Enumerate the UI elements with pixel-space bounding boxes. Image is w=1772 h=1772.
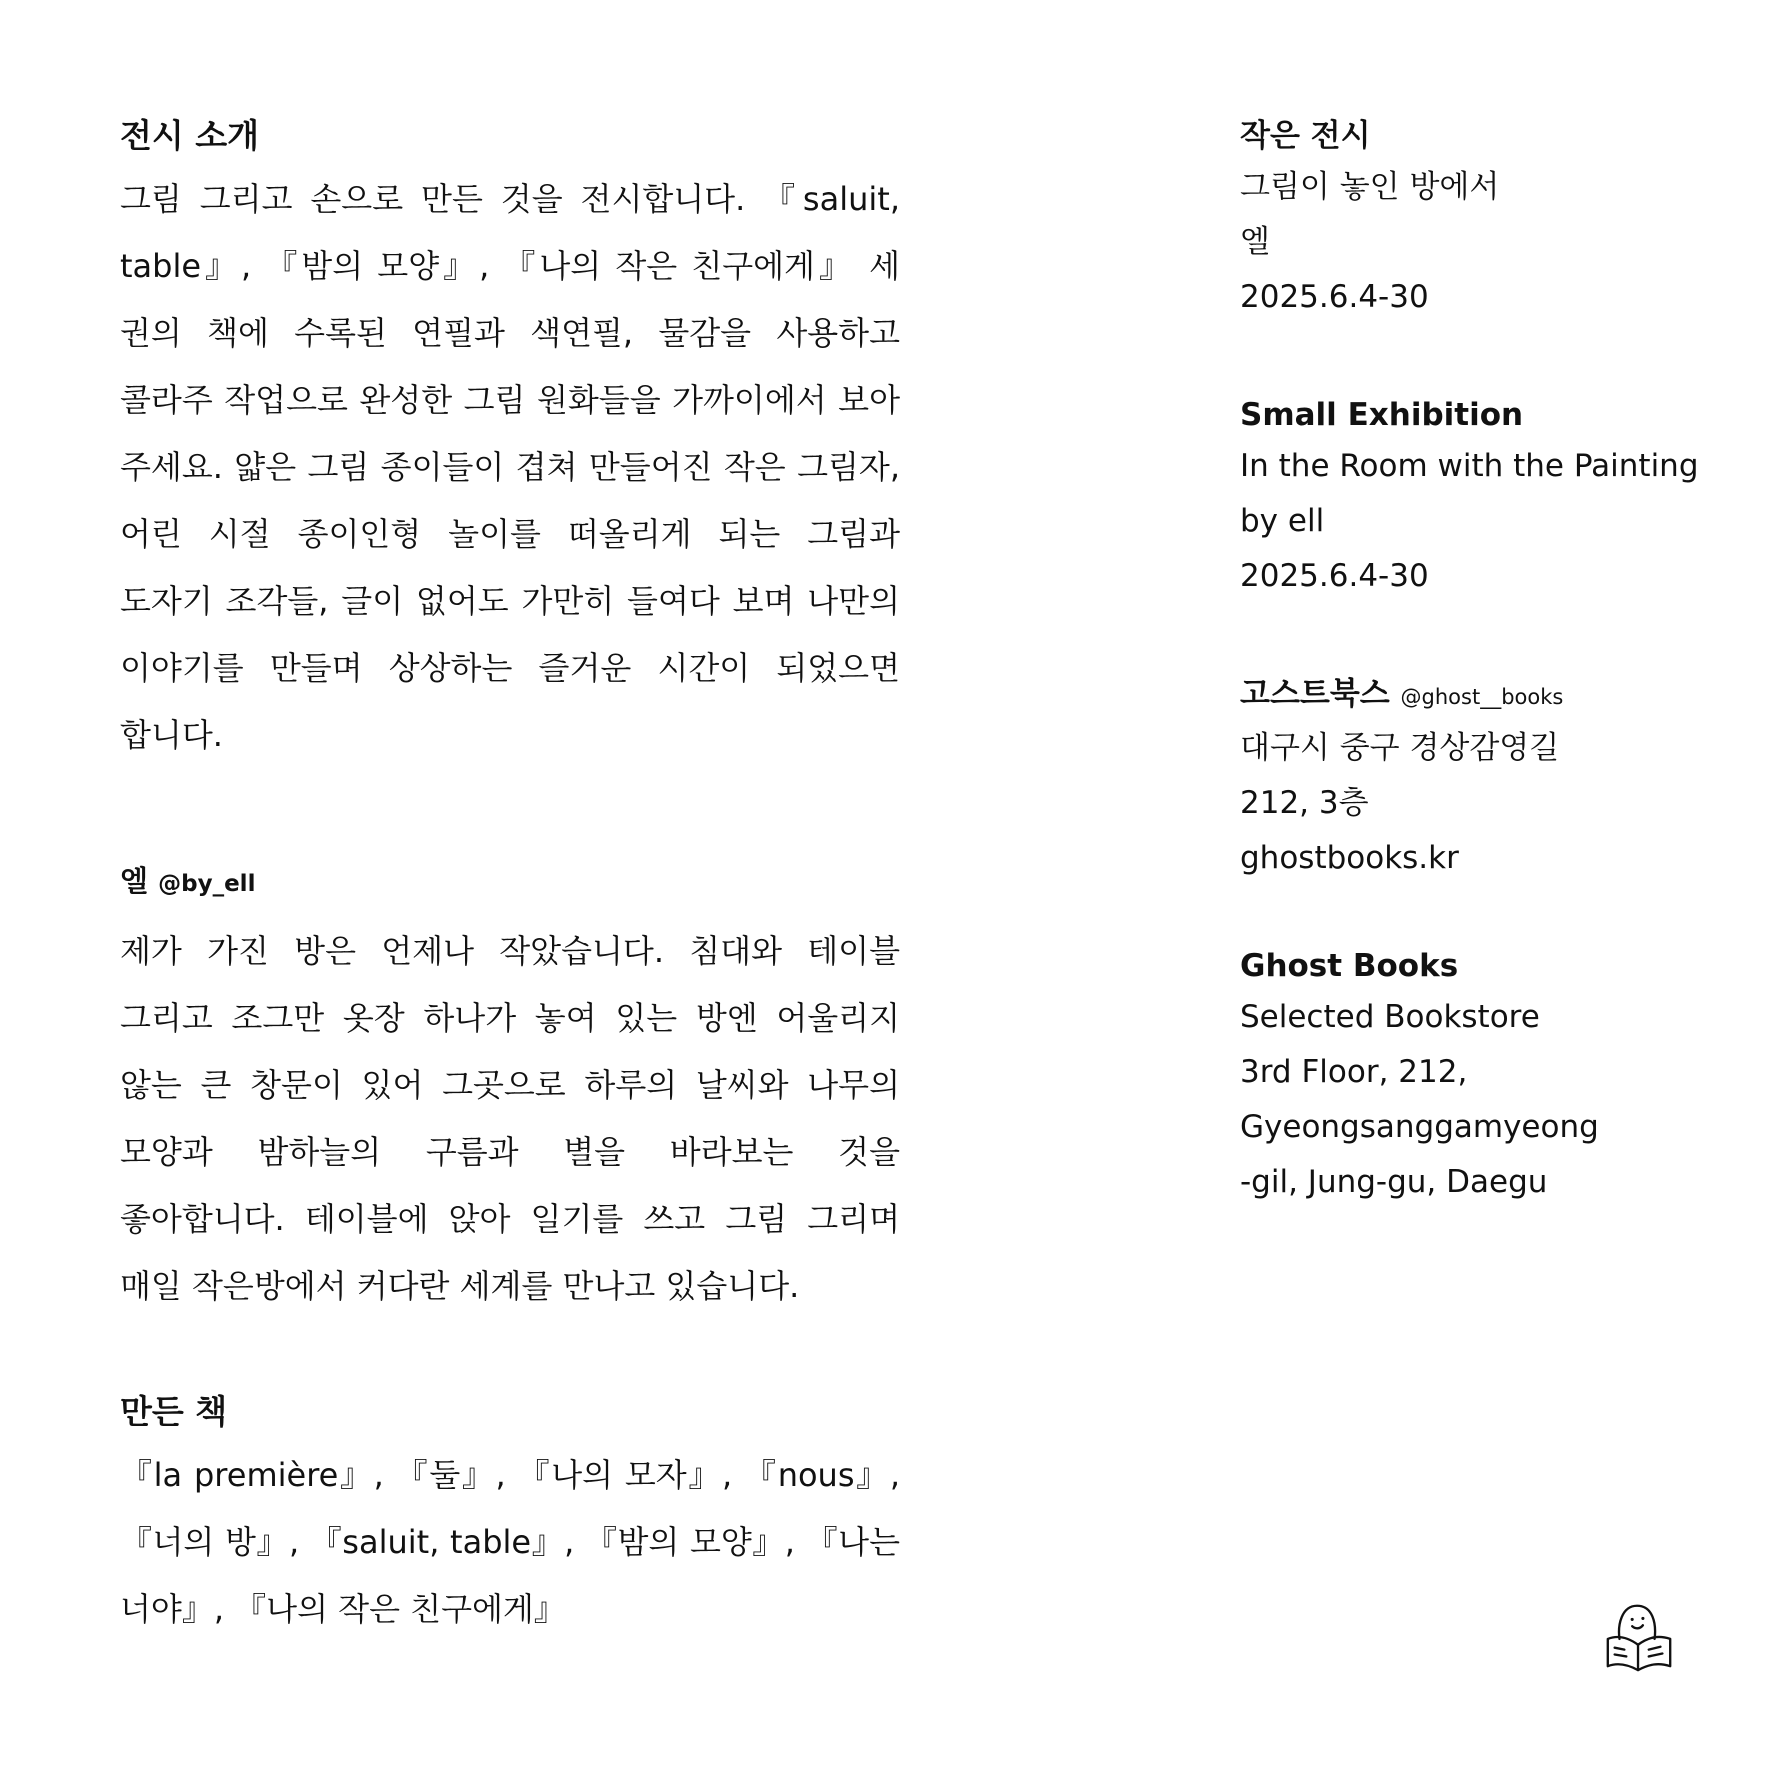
exhibition-en-dates: 2025.6.4-30 (1240, 558, 1429, 594)
exhibition-en-block (1240, 391, 1710, 604)
venue-ko-address-line1: 대구시 중구 경상감영길 (1240, 730, 1560, 766)
books-body: 『la première』, 『둘』, 『나의 모자』, 『nous』, 『너의 방』, 『saluit, table』, 『밤의 모양』, 『나는 너야』, 『나의 작은 친구에게』 (120, 1456, 900, 1628)
intro-section (120, 112, 900, 769)
books-heading: 만든 책 (120, 1392, 228, 1431)
artist-heading (120, 857, 900, 908)
left-column (120, 112, 900, 1643)
exhibition-ko-title: 작은 전시 (1240, 118, 1371, 154)
venue-en-address-line2: Gyeongsanggamyeong (1240, 1109, 1599, 1145)
artist-name: 엘 (120, 864, 149, 898)
artist-body: 제가 가진 방은 언제나 작았습니다. 침대와 테이블 그리고 조그만 옷장 하나가 놓여 있는 방엔 어울리지 않는 큰 창문이 있어 그곳으로 하루의 날씨와 나무의 모양과 밤하늘의 구름과 별을 바라보는 것을 좋아합니다. 테이블에 앉아 일기를 쓰고 그림 그리며 매일 작은방에서 커다란 세계를 만나고 있습니다. (120, 932, 900, 1305)
intro-body: 그림 그리고 손으로 만든 것을 전시합니다. 『saluit, table』, 『밤의 모양』, 『나의 작은 친구에게』 세 권의 책에 수록된 연필과 색연필, 물감을 사용하고 콜라주 작업으로 완성한 그림 원화들을 가까이에서 보아 주세요. 얇은 그림 종이들이 겹쳐 만들어진 작은 그림자, 어린 시절 종이인형 놀이를 떠올리게 되는 그림과 도자기 조각들, 글이 없어도 가만히 들여다 보며 나만의 이야기를 만들며 상상하는 즐거운 시간이 되었으면 합니다. (120, 180, 900, 754)
right-column (1240, 112, 1710, 1260)
artist-handle: @by_ell (158, 871, 256, 897)
venue-ko-website: ghostbooks.kr (1240, 840, 1459, 876)
venue-en-address-line1: 3rd Floor, 212, (1240, 1054, 1468, 1090)
exhibition-en-title: Small Exhibition (1240, 397, 1524, 433)
venue-en-type: Selected Bookstore (1240, 999, 1540, 1035)
ghost-reading-book-icon (1600, 1596, 1678, 1674)
venue-en-block (1240, 942, 1710, 1210)
venue-ko-block (1240, 670, 1710, 886)
venue-ko-handle: @ghost__books (1400, 685, 1564, 709)
exhibition-en-subtitle: In the Room with the Painting (1240, 448, 1699, 484)
books-section (120, 1388, 900, 1643)
venue-ko-address-line2: 212, 3층 (1240, 785, 1369, 821)
venue-ko-title (1240, 670, 1710, 721)
exhibition-ko-artist: 엘 (1240, 224, 1270, 260)
venue-ko-name: 고스트북스 (1240, 676, 1390, 712)
venue-en-name: Ghost Books (1240, 948, 1459, 984)
exhibition-ko-dates: 2025.6.4-30 (1240, 279, 1429, 315)
exhibition-ko-block (1240, 112, 1710, 325)
exhibition-en-artist: by ell (1240, 503, 1325, 539)
intro-heading: 전시 소개 (120, 116, 260, 155)
venue-en-address-line3: -gil, Jung-gu, Daegu (1240, 1164, 1548, 1200)
exhibition-ko-subtitle: 그림이 놓인 방에서 (1240, 169, 1500, 205)
artist-section (120, 857, 900, 1320)
